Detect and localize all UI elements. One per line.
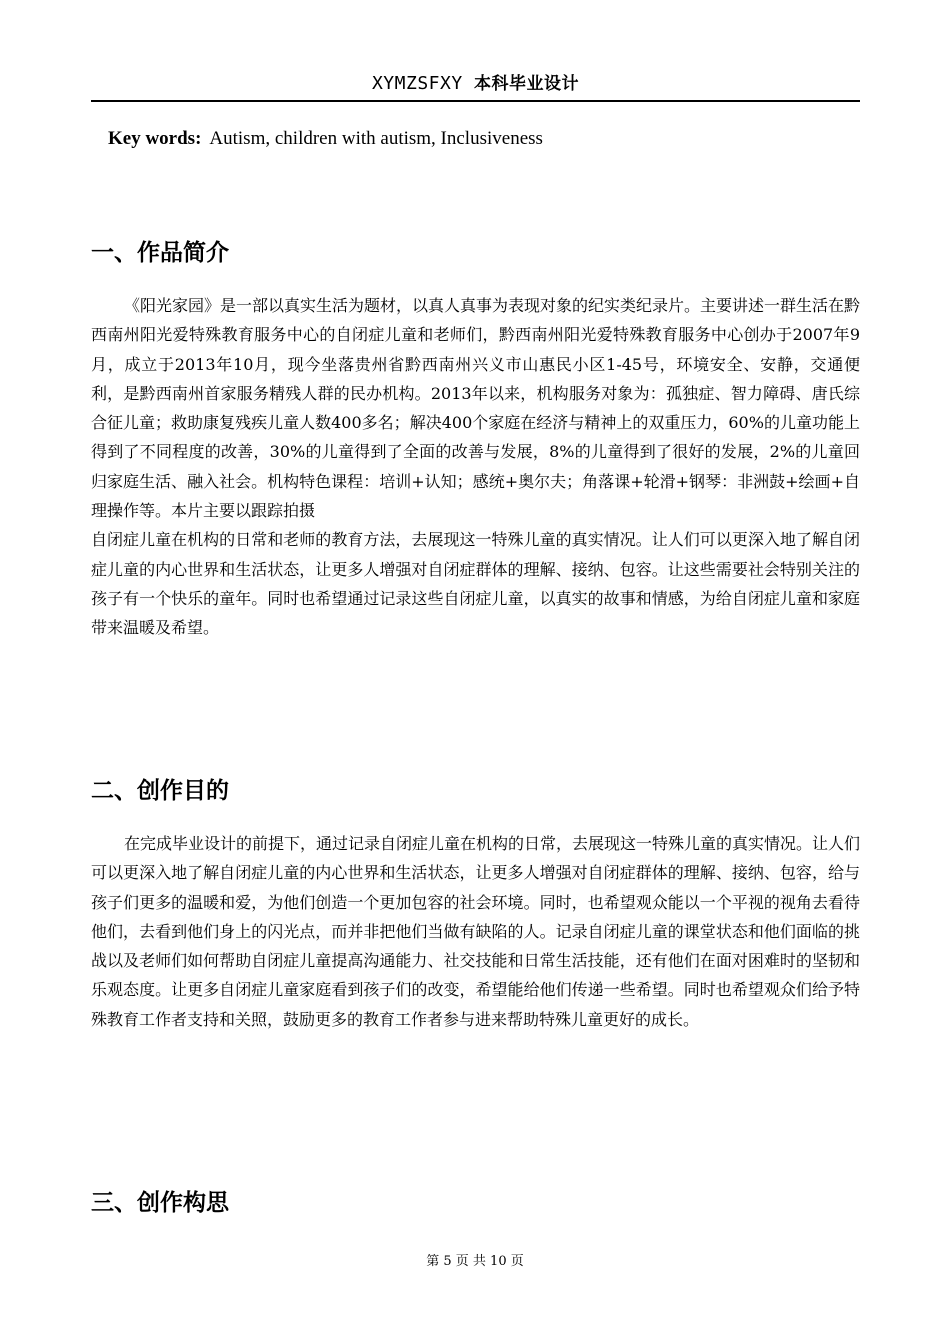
section-heading-purpose: 二、创作目的 xyxy=(91,778,229,804)
header-title-cn: 本科毕业设计 xyxy=(474,74,580,94)
keywords-label: Key words: xyxy=(108,128,202,149)
keywords-value: Autism, children with autism, Inclusiveness xyxy=(209,128,543,149)
section-heading-intro: 一、作品简介 xyxy=(91,240,229,266)
page-header xyxy=(91,72,860,102)
keywords-line xyxy=(108,126,543,152)
paragraph: 自闭症儿童在机构的日常和老师的教育方法，去展现这一特殊儿童的真实情况。让人们可以更深入地了解自闭症儿童的内心世界和生活状态，让更多人增强对自闭症群体的理解、接纳、包容。让这些需要社会特别关注的孩子有一个快乐的童年。同时也希望通过记录这些自闭症儿童，以真实的故事和情感，为给自闭症儿童和家庭带来温暖及希望。 xyxy=(91,530,860,638)
section-heading-concept: 三、创作构思 xyxy=(91,1190,229,1216)
section-intro-body xyxy=(91,291,860,643)
paragraph: 《阳光家园》是一部以真实生活为题材，以真人真事为表现对象的纪实类纪录片。主要讲述一群生活在黔西南州阳光爱特殊教育服务中心的自闭症儿童和老师们，黔西南州阳光爱特殊教育服务中心创办于2007年9月，成立于2013年10月，现今坐落贵州省黔西南州兴义市山惠民小区1-45号，环境安全、安静，交通便利，是黔西南州首家服务精残人群的民办机构。2013年以来，机构服务对象为：孤独症、智力障碍、唐氏综合征儿童；救助康复残疾儿童人数400多名；解决400个家庭在经济与精神上的双重压力，60%的儿童功能上得到了不同程度的改善，30%的儿童得到了全面的改善与发展，8%的儿童得到了很好的发展，2%的儿童回归家庭生活、融入社会。机构特色课程：培训+认知；感统+奥尔夫；角落课+轮滑+钢琴：非洲鼓+绘画+自理操作等。本片主要以跟踪拍摄 xyxy=(91,296,861,521)
header-title xyxy=(372,72,579,96)
header-code: XYMZSFXY xyxy=(371,73,463,94)
section-purpose-body xyxy=(91,829,860,1034)
page-footer: 第 5 页 共 10 页 xyxy=(426,1254,524,1269)
paragraph: 在完成毕业设计的前提下，通过记录自闭症儿童在机构的日常，去展现这一特殊儿童的真实情况。让人们可以更深入地了解自闭症儿童的内心世界和生活状态，让更多人增强对自闭症群体的理解、接纳、包容，给与孩子们更多的温暖和爱，为他们创造一个更加包容的社会环境。同时，也希望观众能以一个平视的视角去看待他们，去看到他们身上的闪光点，而并非把他们当做有缺陷的人。记录自闭症儿童的课堂状态和他们面临的挑战以及老师们如何帮助自闭症儿童提高沟通能力、社交技能和日常生活技能，还有他们在面对困难时的坚韧和乐观态度。让更多自闭症儿童家庭看到孩子们的改变，希望能给他们传递一些希望。同时也希望观众们给予特殊教育工作者支持和关照，鼓励更多的教育工作者参与进来帮助特殊儿童更好的成长。 xyxy=(91,834,861,1029)
